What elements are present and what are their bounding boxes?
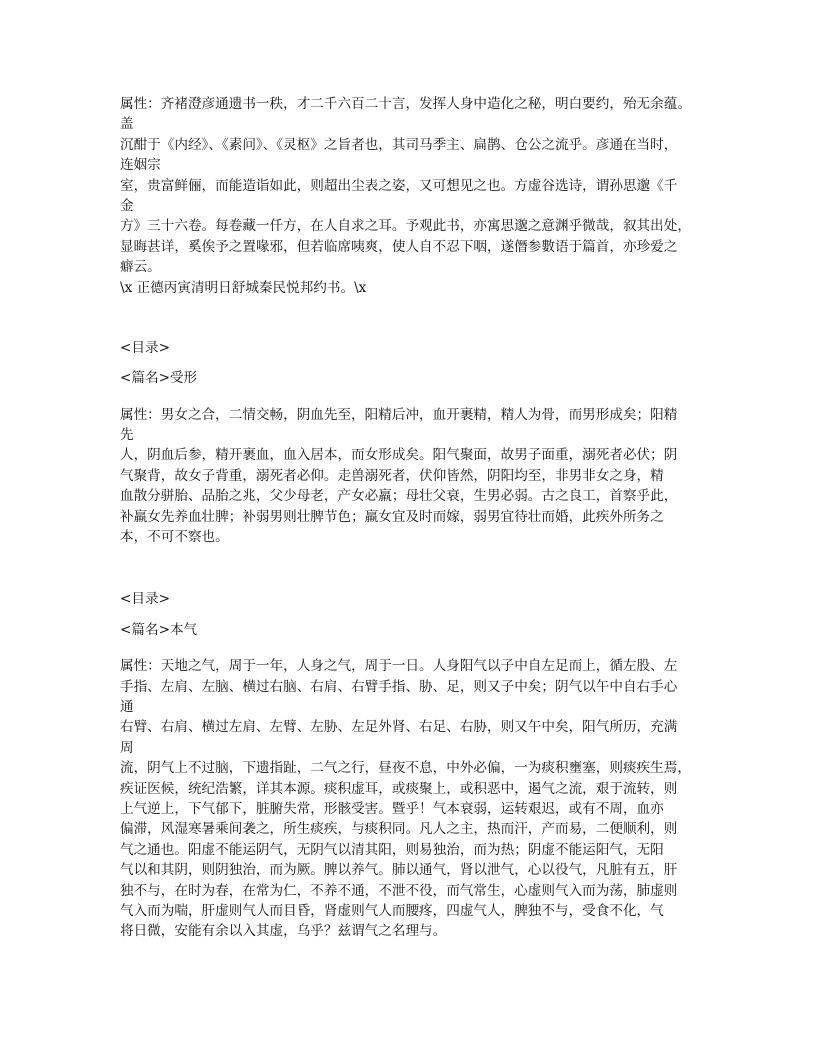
body-text-line: 属性：天地之气，周于一年，人身之气，周于一日。人身阳气以子中自左足而上，循左股、左 [120, 658, 678, 675]
toc-link: <目录> [120, 591, 170, 608]
preface-line: 室，贵富鲜俪，而能造诣如此，则超出尘表之姿，又可想见之也。方虚谷选诗，谓孙思邈《千 [120, 177, 678, 194]
spacer [120, 640, 700, 656]
preface-line: 金 [120, 197, 134, 214]
body-text-line: 人，阴血后参，精开裹血，血入居本，而女形成矣。阳气聚面，故男子面重，溺死者必伏；阴 [120, 447, 678, 464]
body-text-line: 周 [120, 739, 134, 756]
preface-block [120, 94, 700, 298]
chapter-title: <篇名>受形 [120, 370, 198, 387]
chapter-section [120, 589, 700, 941]
spacer [120, 358, 700, 368]
chapter-title: <篇名>本气 [120, 621, 198, 638]
preface-line: 属性：齐褚澄彦通遗书一秩，才二千六百二十言，发挥人身中造化之秘，明白要约，殆无余蕴。 [120, 96, 691, 112]
body-text-line: 血散分骈胎、品胎之兆，父少母老，产女必羸；母壮父衰，生男必弱。古之良工，首察乎此， [120, 488, 678, 505]
body-text-line: 独不与，在时为春，在常为仁，不养不通，不泄不役，而气常生，心虚则气入而为荡，肺虚则 [120, 882, 678, 899]
document-page [120, 94, 700, 942]
body-text-line: 本，不可不察也。 [120, 529, 229, 546]
spacer [120, 389, 700, 405]
body-text-line: 补羸女先养血壮脾；补弱男则壮脾节色；羸女宜及时而嫁，弱男宜待壮而婚，此疾外所务之 [120, 508, 664, 525]
preface-line: 方》三十六卷。每卷藏一仟方，在人自求之耳。予观此书，亦寓思邈之意渊乎微哉，叙其出处， [120, 218, 691, 235]
sections-container [120, 338, 700, 942]
preface-line: 沉酣于《内经》、《素问》、《灵枢》之旨者也，其司马季主、扁鹊、仓公之流乎。彦通在当时， [120, 136, 678, 153]
body-text-line: 先 [120, 427, 134, 444]
body-text-line: 通 [120, 698, 134, 715]
body-text-line: 偏滞，风湿寒暑乘间袭之，所生痰疾，与痰积同。凡人之主，热而汗，产而易，二便顺利，则 [120, 821, 678, 838]
body-text-line: 疾证医候，统纪浩繁，详其本源。痰积虚耳，或痰聚上，或积恶中，遏气之流，艰于流转，则 [120, 780, 678, 797]
body-text-line: 上气逆上，下气郁下，脏腑失常，形骸受害。暨乎！气本衰弱，运转艰迟，或有不周，血亦 [120, 800, 664, 817]
body-text-line: 右臂、右肩、横过左肩、左臂、左胁、左足外肾、右足、右胁，则又午中矣，阳气所历，充满 [120, 719, 678, 736]
body-text-line: 手指、左肩、左脑、横过右脑、右肩、右臂手指、胁、足，则又子中矣；阴气以午中自右手心 [120, 678, 678, 695]
body-text-line: 气以和其阴，则阴独治，而为厥。脾以养气。肺以通气，肾以泄气，心以役气，凡脏有五，肝 [120, 862, 678, 879]
chapter-section [120, 338, 700, 548]
preface-line: 连姻宗 [120, 157, 161, 174]
preface-line: \x 正德丙寅清明日舒城秦民悦邦约书。\x [120, 279, 367, 296]
spacer [120, 610, 700, 620]
toc-link: <目录> [120, 339, 170, 356]
body-text-line: 气入而为喘，肝虚则气人而目昏，肾虚则气人而腰疼，四虚气人，脾独不与，受食不化，气 [120, 902, 664, 919]
preface-line: 癖云。 [120, 259, 161, 276]
body-text-line: 流，阴气上不过脑，下遗指趾，二气之行，昼夜不息，中外必偏，一为痰积壅塞，则痰疾生焉， [120, 760, 691, 777]
body-text-line: 气之通也。阳虚不能运阴气，无阴气以清其阳，则易独治，而为热；阴虚不能运阳气，无阳 [120, 841, 664, 858]
section-gap [120, 547, 700, 589]
preface-line: 盖 [120, 116, 134, 133]
body-text-line: 属性：男女之合，二情交畅，阴血先至，阳精后冲，血开裹精，精人为骨，而男形成矣；阳精 [120, 406, 678, 423]
section-gap [120, 298, 700, 338]
preface-line: 显晦甚详，奚俟予之置喙邪，但若临席咦爽，使人自不忍下咽，遂僭参數语于篇首，亦珍爱之 [120, 238, 678, 255]
body-text-line: 气聚背，故女子背重，溺死者必仰。走兽溺死者，伏仰皆然，阴阳均至，非男非女之身，精 [120, 467, 664, 484]
body-text-line: 将日微，安能有余以入其虚，乌乎？兹谓气之名理与。 [120, 923, 447, 940]
